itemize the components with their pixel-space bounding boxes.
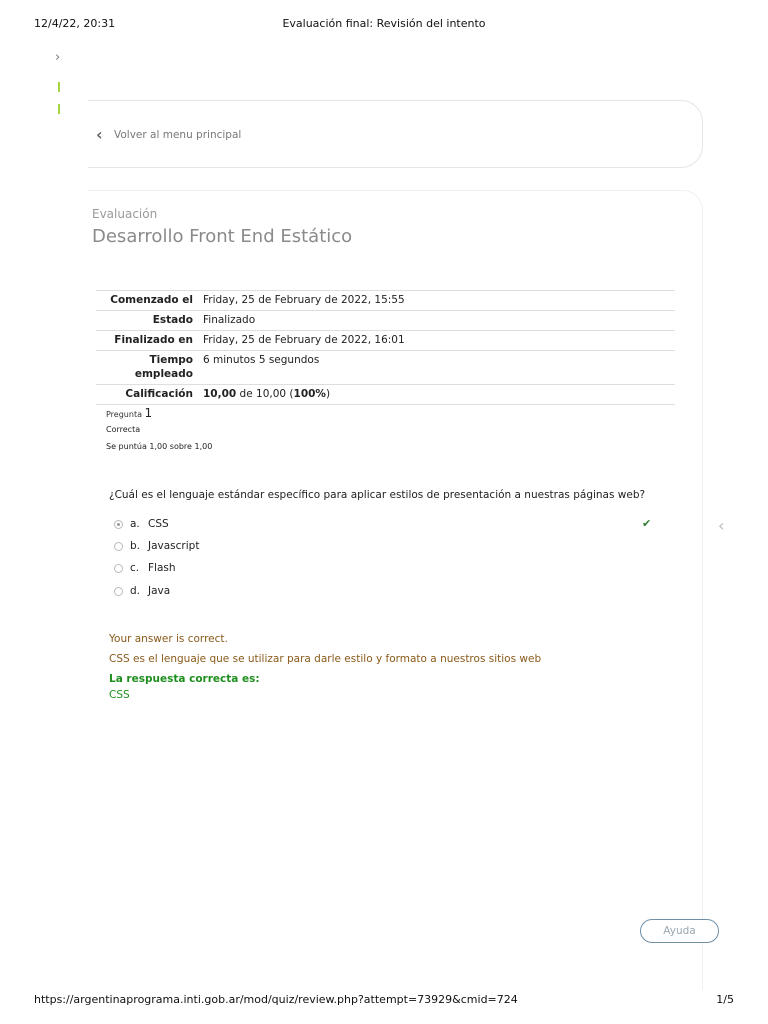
option-letter: a. (130, 518, 140, 530)
print-title: Evaluación final: Revisión del intento (282, 17, 486, 30)
grade-rest: de 10,00 ( (236, 388, 294, 400)
summary-value: Friday, 25 de February de 2022, 16:01 (198, 331, 675, 351)
right-answer-value: CSS (109, 689, 130, 701)
summary-value: 6 minutos 5 segundos (198, 351, 675, 385)
answer-option-d[interactable] (114, 585, 170, 597)
radio-button[interactable] (114, 542, 123, 551)
summary-key: Estado (96, 311, 198, 331)
summary-value: Finalizado (198, 311, 675, 331)
answer-option-c[interactable] (114, 562, 176, 574)
question-label: Pregunta (106, 410, 142, 419)
option-text: Java (148, 585, 171, 597)
radio-button[interactable] (114, 520, 123, 529)
print-url: https://argentinaprograma.inti.gob.ar/mod/quiz/review.php?attempt=73929&cmid=724 (34, 993, 518, 1006)
option-letter: c. (130, 562, 140, 574)
back-card (88, 100, 703, 168)
nav-indicator (58, 104, 60, 114)
answer-option-a[interactable] (114, 518, 169, 530)
option-text: Flash (148, 562, 176, 574)
print-page-number: 1/5 (716, 993, 734, 1006)
right-answer-label: La respuesta correcta es: (109, 673, 260, 685)
summary-key: Tiempo empleado (96, 351, 198, 385)
course-label: Evaluación (92, 207, 158, 221)
option-letter: d. (130, 585, 141, 597)
question-number-value: 1 (144, 406, 153, 420)
nav-indicator (58, 82, 60, 92)
attempt-summary-table (96, 290, 675, 405)
question-text: ¿Cuál es el lenguaje estándar específico para aplicar estilos de presentación a nuestras páginas web? (109, 489, 646, 501)
table-row (96, 291, 675, 311)
option-letter: b. (130, 540, 141, 552)
answer-option-b[interactable] (114, 540, 199, 552)
feedback-explanation: CSS es el lenguaje que se utilizar para darle estilo y formato a nuestros sitios web (109, 653, 542, 665)
table-row (96, 331, 675, 351)
print-datetime: 12/4/22, 20:31 (34, 17, 116, 30)
table-row (96, 385, 675, 405)
chevron-left-icon: ‹ (96, 125, 103, 144)
summary-key: Finalizado en (96, 331, 198, 351)
grade-end: ) (325, 388, 331, 400)
page-title: Desarrollo Front End Estático (92, 226, 353, 247)
grade-score: 10,00 (203, 388, 237, 400)
summary-key: Calificación (96, 385, 198, 405)
help-button[interactable]: Ayuda (640, 919, 719, 943)
back-to-main-link[interactable] (96, 125, 242, 144)
question-grade: Se puntúa 1,00 sobre 1,00 (106, 442, 213, 451)
back-link-label: Volver al menu principal (114, 129, 242, 141)
option-text: CSS (148, 518, 169, 530)
chevron-right-icon[interactable]: › (55, 50, 61, 65)
chevron-left-icon[interactable]: ‹ (718, 516, 725, 535)
question-state: Correcta (106, 425, 141, 434)
question-number (106, 406, 152, 420)
summary-value: Friday, 25 de February de 2022, 15:55 (198, 291, 675, 311)
grade-percent: 100% (293, 388, 326, 400)
grade-value (198, 385, 675, 405)
check-icon: ✔ (642, 517, 652, 530)
radio-button[interactable] (114, 564, 123, 573)
feedback-correct: Your answer is correct. (109, 633, 228, 645)
radio-button[interactable] (114, 587, 123, 596)
option-text: Javascript (148, 540, 200, 552)
summary-key: Comenzado el (96, 291, 198, 311)
print-header (0, 17, 768, 31)
table-row (96, 311, 675, 331)
table-row (96, 351, 675, 385)
